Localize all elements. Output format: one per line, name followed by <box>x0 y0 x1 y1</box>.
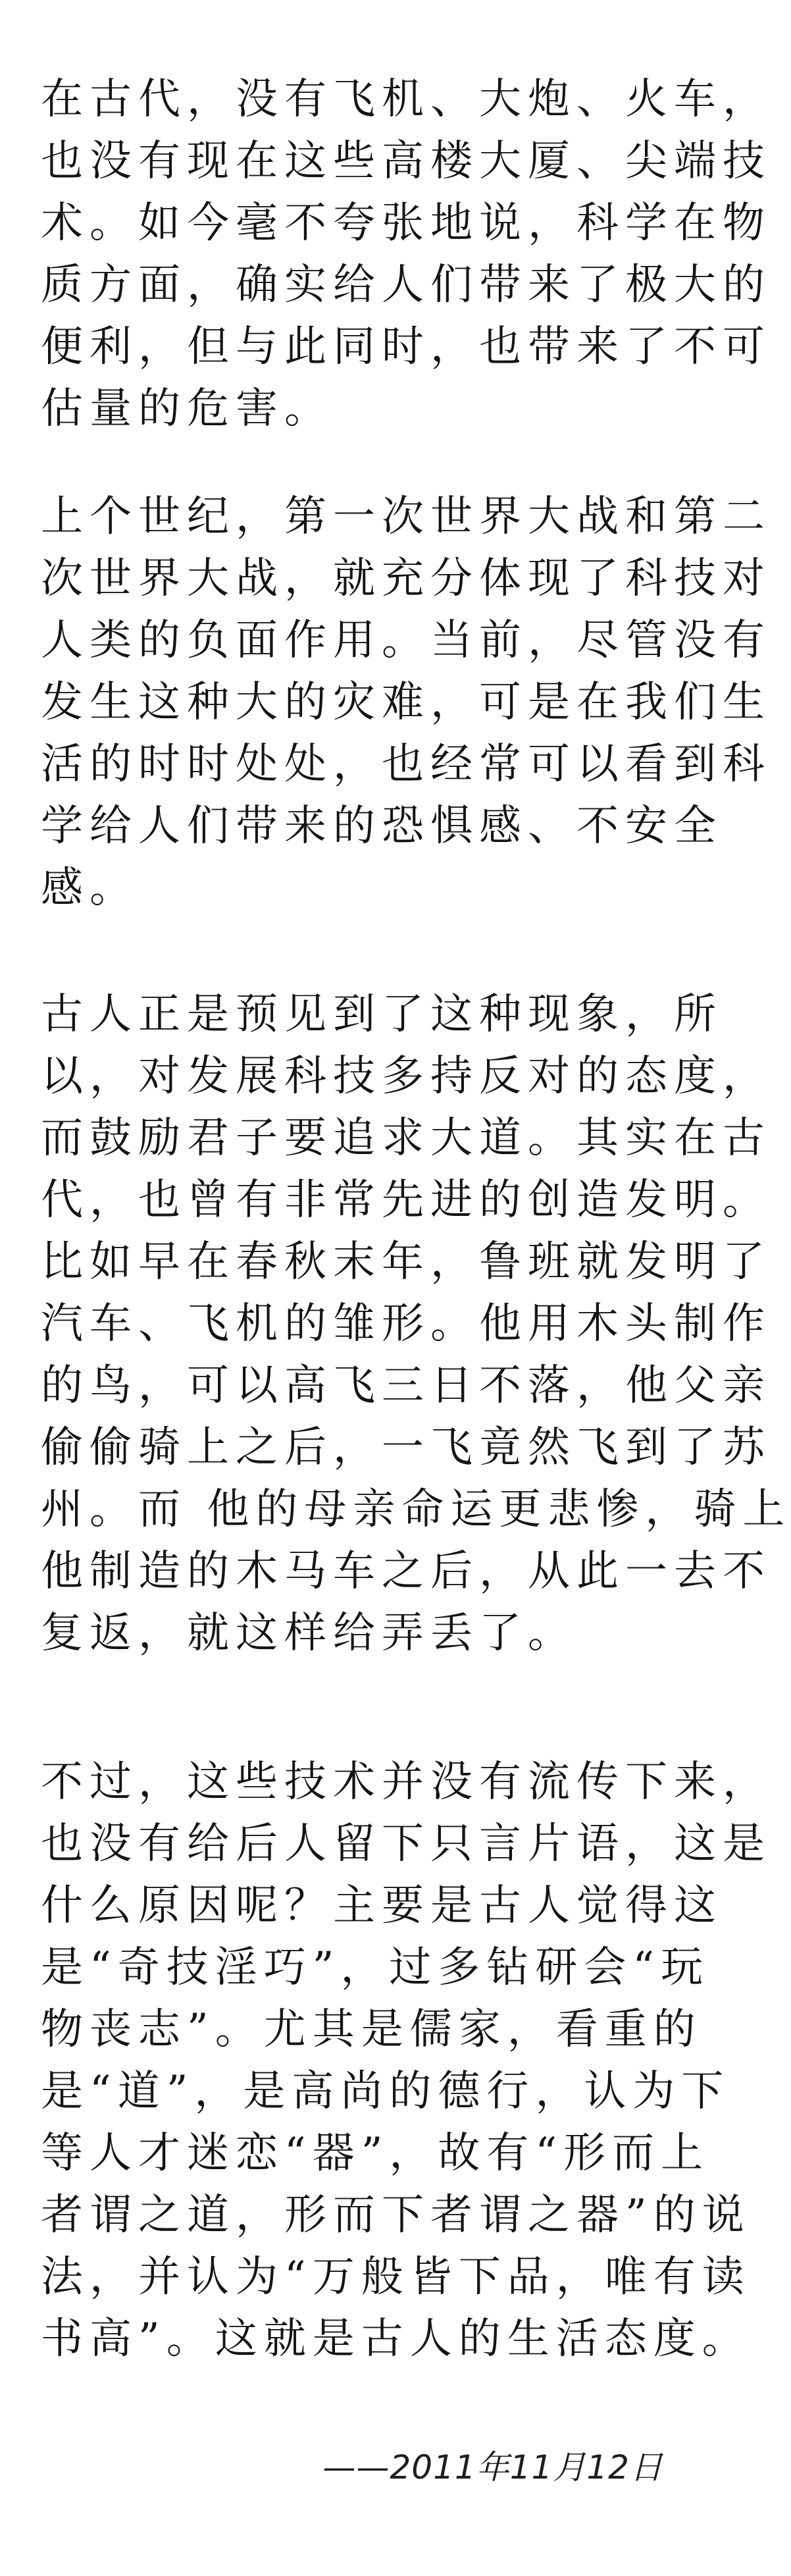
text-line: 什么原因呢？主要是古人觉得这 <box>41 1881 723 1930</box>
text-line: 学给人们带来的恐惧感、不安全 <box>41 802 723 851</box>
text-line: 次世界大战，就充分体现了科技对 <box>41 554 771 603</box>
text-line: 法，并认为“万般皆下品，唯有读 <box>41 2253 751 2301</box>
text-line: 质方面，确实给人们带来了极大的 <box>41 261 771 309</box>
date-signature: ——2011年11月12日 <box>322 2448 663 2486</box>
text-line: 术。如今毫不夸张地说，科学在物 <box>41 199 771 248</box>
text-line: 也没有现在这些高楼大厦、尖端技 <box>41 137 771 186</box>
text-line: 也没有给后人留下只言片语，这是 <box>41 1820 771 1868</box>
text-line: 偷偷骑上之后，一飞竟然飞到了苏 <box>41 1423 771 1472</box>
text-line: 物丧志”。尤其是儒家，看重的 <box>41 2005 702 2054</box>
text-line: 书高”。这就是古人的生活态度。 <box>41 2315 751 2363</box>
paragraph-4 <box>41 1751 771 2370</box>
text-line: 在古代，没有飞机、大炮、火车， <box>41 75 771 124</box>
paragraph-1 <box>41 68 771 440</box>
text-line: 州。而 他的母亲命运更悲惨，骑上 <box>41 1485 791 1534</box>
text-line: 不过，这些技术并没有流传下来， <box>41 1758 771 1806</box>
text-line: 汽车、飞机的雏形。他用木头制作 <box>41 1300 771 1348</box>
text-line: 便利，但与此同时，也带来了不可 <box>41 323 771 371</box>
text-line: 他制造的木马车之后，从此一去不 <box>41 1547 771 1596</box>
paragraph-3 <box>41 984 791 1664</box>
paragraph-2 <box>41 486 771 919</box>
text-line: 而鼓励君子要追求大道。其实在古 <box>41 1114 771 1163</box>
text-line: 感。 <box>41 864 138 912</box>
text-line: 复返，就这样给弄丢了。 <box>41 1609 576 1658</box>
text-line: 人类的负面作用。当前，尽管没有 <box>41 616 771 665</box>
text-line: 估量的危害。 <box>41 384 333 433</box>
text-line: 以，对发展科技多持反对的态度， <box>41 1052 771 1101</box>
text-line: 古人正是预见到了这种现象，所 <box>41 990 723 1039</box>
text-line: 发生这种大的灾难，可是在我们生 <box>41 678 771 727</box>
text-line: 等人才迷恋“器”，故有“形而上 <box>41 2129 710 2178</box>
text-line: 上个世纪，第一次世界大战和第二 <box>41 492 771 541</box>
text-line: 活的时时处处，也经常可以看到科 <box>41 740 771 789</box>
text-line: 代，也曾有非常先进的创造发明。 <box>41 1176 771 1224</box>
text-line: 者谓之道，形而下者谓之器”的说 <box>41 2191 751 2240</box>
text-line: 的鸟，可以高飞三日不落，他父亲 <box>41 1361 771 1410</box>
text-line: 比如早在春秋末年，鲁班就发明了 <box>41 1238 771 1286</box>
text-line: 是“道”，是高尚的德行，认为下 <box>41 2067 730 2116</box>
text-line: 是“奇技淫巧”，过多钻研会“玩 <box>41 1943 710 1992</box>
